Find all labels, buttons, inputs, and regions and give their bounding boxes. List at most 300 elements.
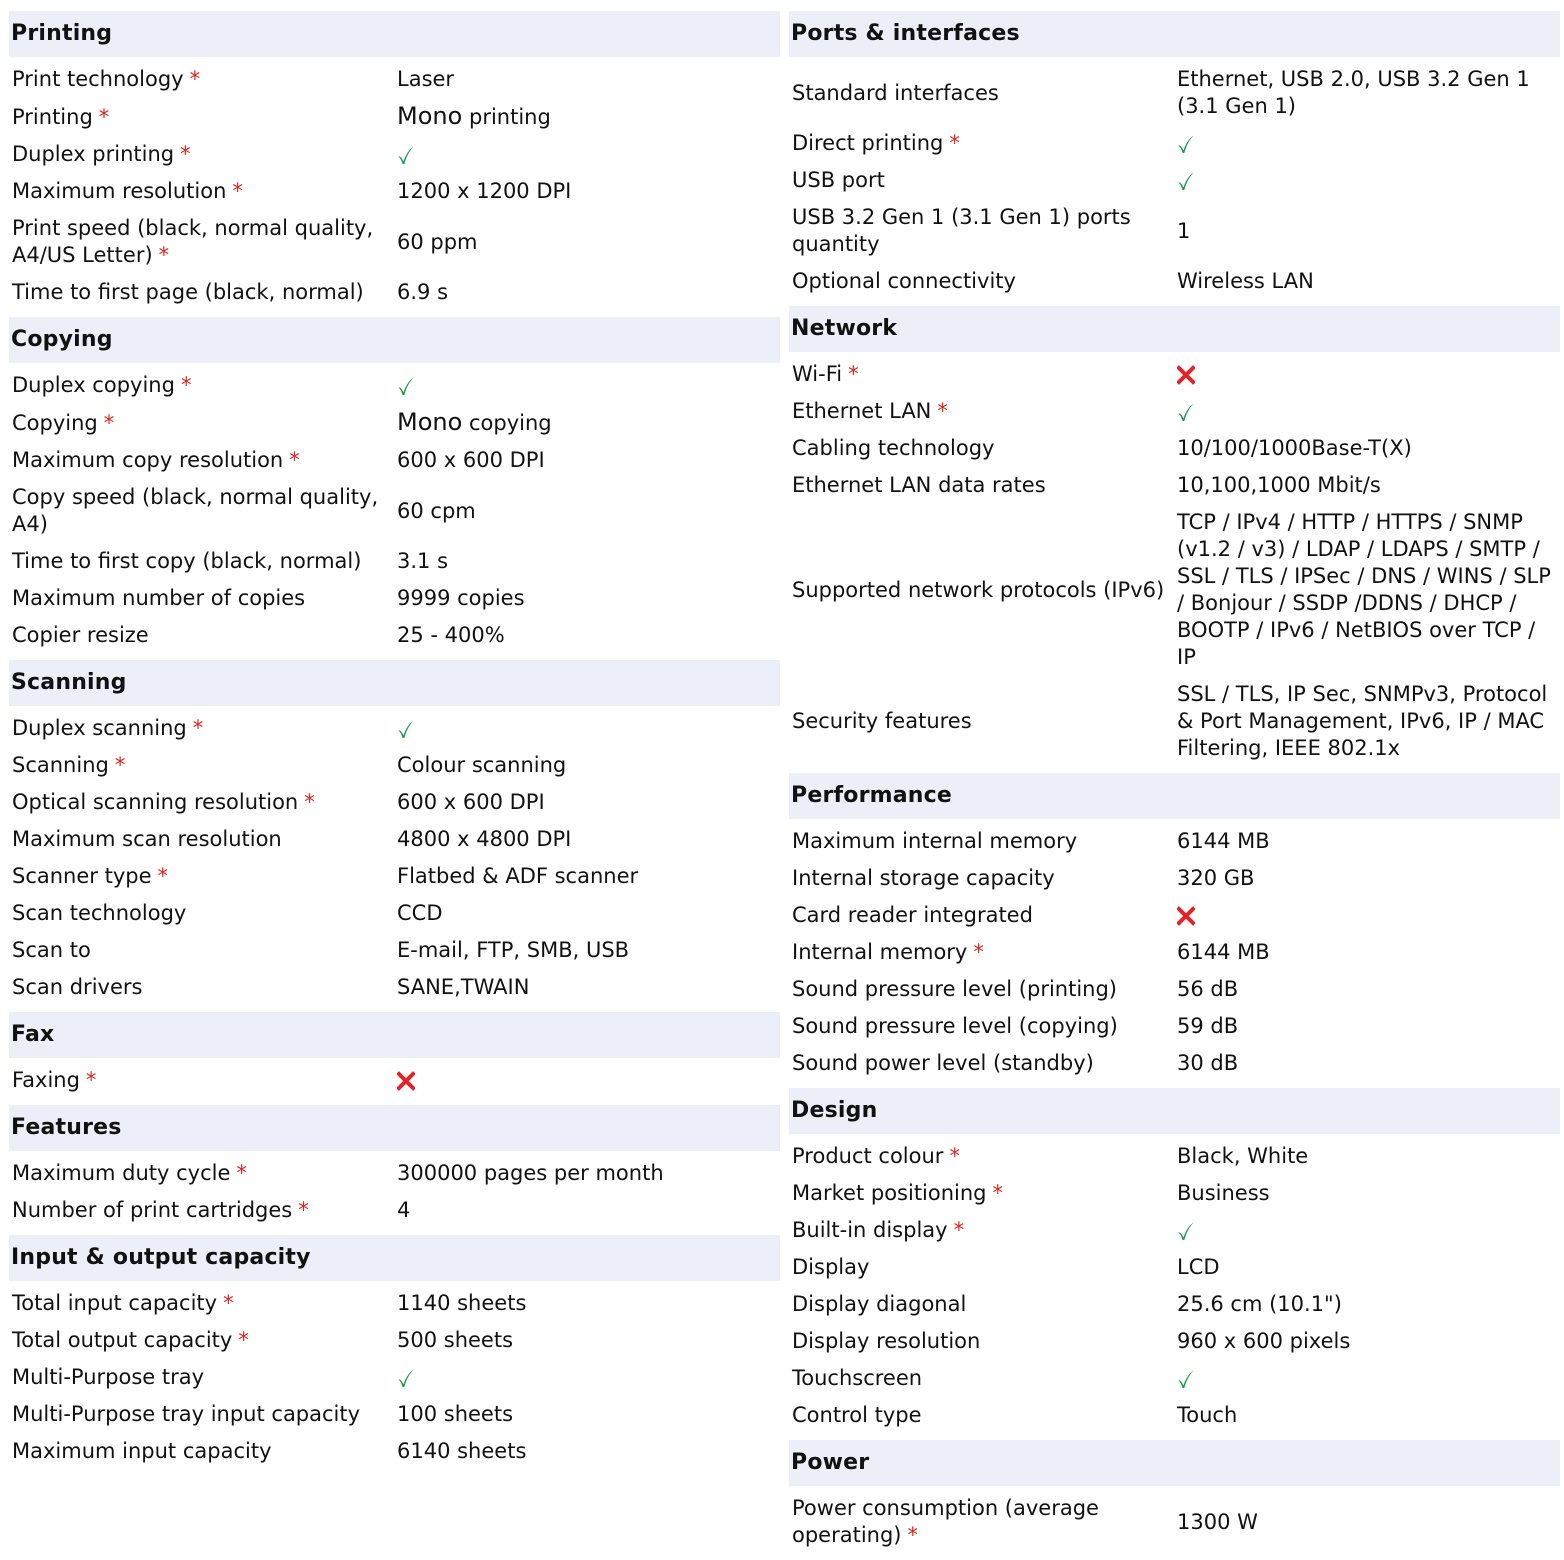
spec-label-text: Product colour bbox=[792, 1144, 944, 1168]
spec-row bbox=[9, 932, 780, 969]
spec-row bbox=[9, 617, 780, 654]
spec-value-text: 6144 MB bbox=[1177, 940, 1270, 964]
spec-label bbox=[789, 1291, 1177, 1318]
check-icon bbox=[397, 375, 415, 397]
section-design bbox=[789, 1088, 1560, 1440]
spec-label bbox=[789, 1050, 1177, 1077]
spec-value bbox=[1177, 435, 1560, 462]
spec-label bbox=[789, 80, 1177, 107]
spec-label-text: Ethernet LAN data rates bbox=[792, 473, 1046, 497]
required-asterisk: * bbox=[238, 1328, 249, 1352]
spec-value-text: 1 bbox=[1177, 218, 1191, 243]
spec-label bbox=[9, 1364, 397, 1391]
spec-value-text: 320 GB bbox=[1177, 866, 1255, 890]
spec-label-text: Display diagonal bbox=[792, 1292, 967, 1316]
spec-value-text: 4800 x 4800 DPI bbox=[397, 827, 572, 851]
spec-value bbox=[1177, 1217, 1560, 1244]
spec-label-text: Optional connectivity bbox=[792, 269, 1016, 293]
spec-value-text: 9999 copies bbox=[397, 586, 525, 610]
spec-value bbox=[397, 447, 780, 474]
spec-label-text: Standard interfaces bbox=[792, 80, 999, 105]
section-title: Input & output capacity bbox=[9, 1235, 780, 1281]
required-asterisk: * bbox=[289, 448, 300, 472]
spec-row bbox=[9, 858, 780, 895]
spec-value-text: 10,100,1000 Mbit/s bbox=[1177, 473, 1381, 497]
spec-row bbox=[789, 125, 1560, 162]
spec-value bbox=[1177, 1180, 1560, 1207]
spec-row bbox=[9, 821, 780, 858]
spec-label-text: USB 3.2 Gen 1 (3.1 Gen 1) ports quantity bbox=[792, 205, 1131, 256]
required-asterisk: * bbox=[949, 1144, 960, 1168]
spec-value-text: 3.1 s bbox=[397, 549, 449, 573]
spec-label bbox=[789, 1365, 1177, 1392]
spec-value-text: 6144 MB bbox=[1177, 829, 1270, 853]
spec-value bbox=[1177, 1143, 1560, 1170]
spec-label bbox=[9, 484, 397, 538]
spec-value bbox=[1177, 268, 1560, 295]
required-asterisk: * bbox=[953, 1218, 965, 1242]
spec-value bbox=[1177, 472, 1560, 499]
spec-row bbox=[789, 263, 1560, 300]
spec-label bbox=[9, 548, 397, 575]
spec-label-text: Maximum duty cycle bbox=[12, 1161, 231, 1185]
spec-value bbox=[1177, 130, 1560, 157]
spec-value bbox=[397, 1327, 780, 1354]
spec-row bbox=[789, 971, 1560, 1008]
spec-value-text: 30 dB bbox=[1177, 1051, 1239, 1075]
spec-row bbox=[789, 1045, 1560, 1082]
spec-label bbox=[9, 279, 397, 306]
spec-label bbox=[9, 863, 397, 890]
spec-label-text: Multi-Purpose tray input capacity bbox=[12, 1402, 361, 1426]
required-asterisk: * bbox=[192, 716, 204, 740]
required-asterisk: * bbox=[223, 1291, 234, 1315]
spec-label bbox=[9, 715, 397, 742]
spec-label bbox=[9, 1438, 397, 1465]
cross-icon bbox=[1177, 905, 1195, 927]
section-features bbox=[9, 1105, 780, 1235]
check-icon bbox=[397, 718, 415, 740]
spec-value bbox=[397, 1067, 780, 1094]
spec-label-text: Duplex scanning bbox=[12, 716, 187, 740]
spec-value bbox=[1177, 398, 1560, 425]
spec-label-text: Maximum copy resolution bbox=[12, 448, 284, 472]
spec-row bbox=[789, 1008, 1560, 1045]
section-title: Features bbox=[9, 1105, 780, 1151]
spec-row bbox=[9, 479, 780, 543]
spec-value-text: 300000 pages per month bbox=[397, 1161, 664, 1185]
required-asterisk: * bbox=[236, 1161, 247, 1185]
spec-value bbox=[1177, 865, 1560, 892]
spec-value bbox=[1177, 1013, 1560, 1040]
spec-row bbox=[9, 580, 780, 617]
spec-label-text: Display bbox=[792, 1255, 870, 1279]
spec-value bbox=[1177, 1050, 1560, 1077]
spec-row bbox=[9, 1433, 780, 1470]
spec-label bbox=[9, 410, 397, 437]
spec-value-text: 60 ppm bbox=[397, 229, 478, 254]
spec-row bbox=[9, 404, 780, 442]
check-icon bbox=[1177, 170, 1195, 192]
spec-row bbox=[9, 543, 780, 580]
spec-value bbox=[1177, 902, 1560, 929]
spec-value bbox=[397, 178, 780, 205]
spec-label-text: Sound pressure level (copying) bbox=[792, 1014, 1118, 1038]
spec-row bbox=[9, 210, 780, 274]
spec-value-text: Laser bbox=[397, 67, 455, 91]
spec-value bbox=[397, 279, 780, 306]
spec-label bbox=[9, 974, 397, 1001]
spec-row bbox=[9, 710, 780, 747]
spec-label-text: Wi-Fi bbox=[792, 362, 843, 386]
spec-label bbox=[789, 398, 1177, 425]
spec-value bbox=[397, 1401, 780, 1428]
section-network bbox=[789, 306, 1560, 773]
spec-label bbox=[789, 1402, 1177, 1429]
spec-label bbox=[789, 1495, 1177, 1549]
section-ports-interfaces bbox=[789, 11, 1560, 306]
spec-value-text: Touch bbox=[1177, 1403, 1238, 1427]
spec-value-text: 25 - 400% bbox=[397, 623, 505, 647]
spec-label-text: Market positioning bbox=[792, 1181, 987, 1205]
spec-row bbox=[9, 1062, 780, 1099]
spec-label bbox=[9, 937, 397, 964]
spec-label bbox=[9, 1401, 397, 1428]
required-asterisk: * bbox=[949, 131, 960, 155]
spec-row bbox=[9, 367, 780, 404]
spec-value bbox=[1177, 509, 1560, 671]
spec-label-text: Duplex printing bbox=[12, 142, 175, 166]
spec-label bbox=[789, 361, 1177, 388]
spec-label bbox=[789, 1217, 1177, 1244]
spec-label-text: Supported network protocols (IPv6) bbox=[792, 577, 1165, 602]
spec-label-text: Built-in display bbox=[792, 1218, 948, 1242]
spec-label bbox=[789, 1180, 1177, 1207]
spec-label-text: Ethernet LAN bbox=[792, 399, 932, 423]
spec-value bbox=[1177, 939, 1560, 966]
spec-value bbox=[1177, 218, 1560, 245]
spec-value bbox=[1177, 828, 1560, 855]
section-title: Copying bbox=[9, 317, 780, 363]
spec-value-text: 10/100/1000Base-T(X) bbox=[1177, 436, 1412, 460]
spec-label-text: Print technology bbox=[12, 67, 184, 91]
spec-value bbox=[397, 900, 780, 927]
spec-label-text: Copy speed (black, normal quality, A4) bbox=[12, 485, 379, 536]
spec-label bbox=[9, 900, 397, 927]
spec-row bbox=[789, 1323, 1560, 1360]
spec-value-text: printing bbox=[468, 105, 551, 129]
required-asterisk: * bbox=[848, 362, 859, 386]
spec-value-text: Flatbed & ADF scanner bbox=[397, 864, 639, 888]
spec-value bbox=[397, 409, 780, 437]
spec-column-right bbox=[789, 11, 1560, 1560]
spec-value bbox=[397, 789, 780, 816]
required-asterisk: * bbox=[992, 1181, 1004, 1205]
spec-value bbox=[397, 66, 780, 93]
spec-row bbox=[9, 1359, 780, 1396]
spec-label-text: Internal memory bbox=[792, 940, 968, 964]
spec-row bbox=[789, 823, 1560, 860]
spec-row bbox=[789, 199, 1560, 263]
spec-value bbox=[1177, 681, 1560, 762]
spec-label-text: Direct printing bbox=[792, 131, 944, 155]
spec-value-text: Wireless LAN bbox=[1177, 269, 1314, 293]
spec-label-text: Scanning bbox=[12, 753, 109, 777]
required-asterisk: * bbox=[298, 1198, 309, 1222]
spec-label-text: Copying bbox=[12, 410, 98, 435]
spec-value bbox=[397, 1160, 780, 1187]
spec-label-text: Number of print cartridges bbox=[12, 1198, 293, 1222]
required-asterisk: * bbox=[157, 864, 169, 888]
spec-value-text: 59 dB bbox=[1177, 1014, 1239, 1038]
spec-label-text: Scan to bbox=[12, 938, 91, 962]
spec-row bbox=[789, 676, 1560, 767]
cross-icon bbox=[1177, 364, 1195, 386]
spec-label-text: Optical scanning resolution bbox=[12, 790, 299, 814]
spec-label bbox=[9, 789, 397, 816]
section-power bbox=[789, 1440, 1560, 1560]
spec-label bbox=[9, 178, 397, 205]
spec-value bbox=[1177, 1509, 1560, 1536]
spec-value bbox=[397, 1438, 780, 1465]
spec-row bbox=[789, 1490, 1560, 1554]
spec-label bbox=[9, 622, 397, 649]
section-printing bbox=[9, 11, 780, 317]
spec-value-text: 4 bbox=[397, 1198, 411, 1222]
spec-label-text: Total output capacity bbox=[12, 1328, 233, 1352]
spec-label-text: Maximum internal memory bbox=[792, 829, 1078, 853]
spec-label bbox=[789, 708, 1177, 735]
spec-label bbox=[9, 104, 397, 131]
spec-row bbox=[789, 1249, 1560, 1286]
spec-label bbox=[9, 1197, 397, 1224]
spec-row bbox=[9, 173, 780, 210]
spec-value bbox=[397, 622, 780, 649]
spec-row bbox=[789, 393, 1560, 430]
spec-value bbox=[1177, 1402, 1560, 1429]
spec-value-text: Colour scanning bbox=[397, 753, 567, 777]
spec-value bbox=[397, 826, 780, 853]
spec-label bbox=[789, 828, 1177, 855]
spec-value-text: SANE,TWAIN bbox=[397, 975, 530, 999]
spec-label-text: Maximum resolution bbox=[12, 179, 227, 203]
spec-label bbox=[9, 447, 397, 474]
spec-label bbox=[9, 141, 397, 168]
spec-row bbox=[9, 1155, 780, 1192]
spec-value bbox=[397, 752, 780, 779]
section-title: Design bbox=[789, 1088, 1560, 1134]
section-title: Fax bbox=[9, 1012, 780, 1058]
spec-label-text: USB port bbox=[792, 168, 885, 192]
spec-label-text: Sound pressure level (printing) bbox=[792, 977, 1117, 1001]
spec-value-text: Ethernet, USB 2.0, USB 3.2 Gen 1 (3.1 Gen 1) bbox=[1177, 67, 1530, 118]
spec-row bbox=[9, 1192, 780, 1229]
spec-row bbox=[789, 1212, 1560, 1249]
spec-value-text: 6140 sheets bbox=[397, 1439, 527, 1463]
spec-value-text: 600 x 600 DPI bbox=[397, 790, 545, 814]
spec-row bbox=[9, 61, 780, 98]
spec-label bbox=[789, 268, 1177, 295]
spec-column-left bbox=[9, 11, 780, 1476]
spec-row bbox=[789, 1286, 1560, 1323]
spec-label-text: Time to first copy (black, normal) bbox=[12, 549, 362, 573]
spec-value-text: 960 x 600 pixels bbox=[1177, 1329, 1351, 1353]
check-icon bbox=[397, 1367, 415, 1389]
spec-label bbox=[789, 1254, 1177, 1281]
spec-row bbox=[9, 274, 780, 311]
spec-value-text: E-mail, FTP, SMB, USB bbox=[397, 938, 630, 962]
section-title: Scanning bbox=[9, 660, 780, 706]
spec-label bbox=[9, 1160, 397, 1187]
required-asterisk: * bbox=[937, 399, 948, 423]
spec-label bbox=[789, 435, 1177, 462]
spec-row bbox=[9, 98, 780, 136]
spec-value bbox=[1177, 1254, 1560, 1281]
spec-label bbox=[9, 585, 397, 612]
spec-value bbox=[1177, 976, 1560, 1003]
section-fax bbox=[9, 1012, 780, 1105]
spec-value bbox=[397, 1197, 780, 1224]
spec-label bbox=[9, 1327, 397, 1354]
check-icon bbox=[1177, 1368, 1195, 1390]
section-input-output-capacity bbox=[9, 1235, 780, 1476]
spec-label-text: Sound power level (standby) bbox=[792, 1051, 1094, 1075]
section-copying bbox=[9, 317, 780, 660]
spec-label-text: Touchscreen bbox=[792, 1366, 923, 1390]
spec-row bbox=[789, 1138, 1560, 1175]
spec-label-text: Card reader integrated bbox=[792, 903, 1033, 927]
spec-value-text: CCD bbox=[397, 901, 443, 925]
spec-label bbox=[789, 865, 1177, 892]
check-icon bbox=[1177, 401, 1195, 423]
check-icon bbox=[1177, 1220, 1195, 1242]
spec-value bbox=[397, 372, 780, 399]
required-asterisk: * bbox=[180, 373, 192, 397]
required-asterisk: * bbox=[98, 104, 110, 129]
spec-label bbox=[789, 577, 1177, 604]
spec-label-text: Internal storage capacity bbox=[792, 866, 1055, 890]
spec-value-text: Black, White bbox=[1177, 1144, 1309, 1168]
spec-label-text: Copier resize bbox=[12, 623, 149, 647]
spec-row bbox=[9, 747, 780, 784]
spec-label bbox=[789, 939, 1177, 966]
spec-row bbox=[789, 356, 1560, 393]
spec-value-text: 600 x 600 DPI bbox=[397, 448, 545, 472]
spec-label bbox=[789, 130, 1177, 157]
spec-row bbox=[789, 430, 1560, 467]
required-asterisk: * bbox=[304, 790, 315, 814]
spec-label-text: Maximum number of copies bbox=[12, 586, 306, 610]
spec-value bbox=[397, 585, 780, 612]
spec-label-text: Time to first page (black, normal) bbox=[12, 280, 364, 304]
spec-row bbox=[789, 1397, 1560, 1434]
section-title: Printing bbox=[9, 11, 780, 57]
spec-label bbox=[789, 1143, 1177, 1170]
cross-icon bbox=[397, 1070, 415, 1092]
spec-value-emphasis: Mono bbox=[397, 102, 463, 130]
spec-row bbox=[789, 467, 1560, 504]
spec-value bbox=[1177, 66, 1560, 120]
spec-label-text: Display resolution bbox=[792, 1329, 981, 1353]
spec-value-text: copying bbox=[468, 411, 552, 435]
required-asterisk: * bbox=[85, 1068, 97, 1092]
spec-label bbox=[9, 372, 397, 399]
spec-label bbox=[789, 472, 1177, 499]
check-icon bbox=[397, 144, 415, 166]
section-performance bbox=[789, 773, 1560, 1088]
spec-value-text: 25.6 cm (10.1") bbox=[1177, 1292, 1342, 1316]
spec-label bbox=[789, 902, 1177, 929]
required-asterisk: * bbox=[114, 753, 126, 777]
spec-row bbox=[789, 61, 1560, 125]
spec-row bbox=[789, 1175, 1560, 1212]
spec-value bbox=[1177, 167, 1560, 194]
spec-label bbox=[9, 215, 397, 269]
spec-label-text: Power consumption (average operating) bbox=[792, 1496, 1099, 1547]
spec-value-text: SSL / TLS, IP Sec, SNMPv3, Protocol & Port Management, IPv6, IP / MAC Filtering, IEEE 802.1x bbox=[1177, 682, 1548, 760]
section-title: Ports & interfaces bbox=[789, 11, 1560, 57]
spec-row bbox=[789, 1360, 1560, 1397]
spec-label bbox=[9, 1290, 397, 1317]
spec-row bbox=[789, 934, 1560, 971]
required-asterisk: * bbox=[103, 410, 115, 435]
spec-row bbox=[9, 1322, 780, 1359]
spec-label bbox=[789, 204, 1177, 258]
spec-value bbox=[397, 141, 780, 168]
spec-value bbox=[397, 937, 780, 964]
spec-label-text: Maximum input capacity bbox=[12, 1439, 272, 1463]
check-icon bbox=[1177, 133, 1195, 155]
required-asterisk: * bbox=[158, 243, 170, 267]
spec-label-text: Duplex copying bbox=[12, 373, 175, 397]
spec-value bbox=[1177, 361, 1560, 388]
spec-label-text: Scan drivers bbox=[12, 975, 143, 999]
spec-label-text: Printing bbox=[12, 104, 93, 129]
spec-label-text: Security features bbox=[792, 709, 972, 733]
spec-value bbox=[1177, 1328, 1560, 1355]
spec-value-text: LCD bbox=[1177, 1255, 1220, 1279]
spec-value bbox=[1177, 1291, 1560, 1318]
spec-row bbox=[9, 136, 780, 173]
spec-label-text: Cabling technology bbox=[792, 436, 995, 460]
required-asterisk: * bbox=[907, 1523, 919, 1547]
spec-label bbox=[789, 1013, 1177, 1040]
spec-row bbox=[9, 442, 780, 479]
spec-label-text: Scan technology bbox=[12, 901, 187, 925]
required-asterisk: * bbox=[973, 940, 984, 964]
spec-value bbox=[397, 498, 780, 525]
spec-label-text: Total input capacity bbox=[12, 1291, 218, 1315]
section-title: Performance bbox=[789, 773, 1560, 819]
spec-value-text: 1200 x 1200 DPI bbox=[397, 179, 572, 203]
spec-label-text: Scanner type bbox=[12, 864, 152, 888]
spec-value bbox=[397, 715, 780, 742]
spec-value bbox=[397, 1290, 780, 1317]
spec-value-text: 6.9 s bbox=[397, 280, 449, 304]
spec-row bbox=[9, 895, 780, 932]
spec-value bbox=[1177, 1365, 1560, 1392]
spec-value-text: 1140 sheets bbox=[397, 1291, 527, 1315]
spec-value-text: 100 sheets bbox=[397, 1402, 514, 1426]
required-asterisk: * bbox=[232, 179, 243, 203]
spec-label bbox=[9, 66, 397, 93]
spec-label-text: Faxing bbox=[12, 1068, 80, 1092]
spec-row bbox=[9, 1285, 780, 1322]
spec-label bbox=[789, 976, 1177, 1003]
spec-value-text: Business bbox=[1177, 1181, 1270, 1205]
spec-label bbox=[789, 167, 1177, 194]
section-title: Network bbox=[789, 306, 1560, 352]
